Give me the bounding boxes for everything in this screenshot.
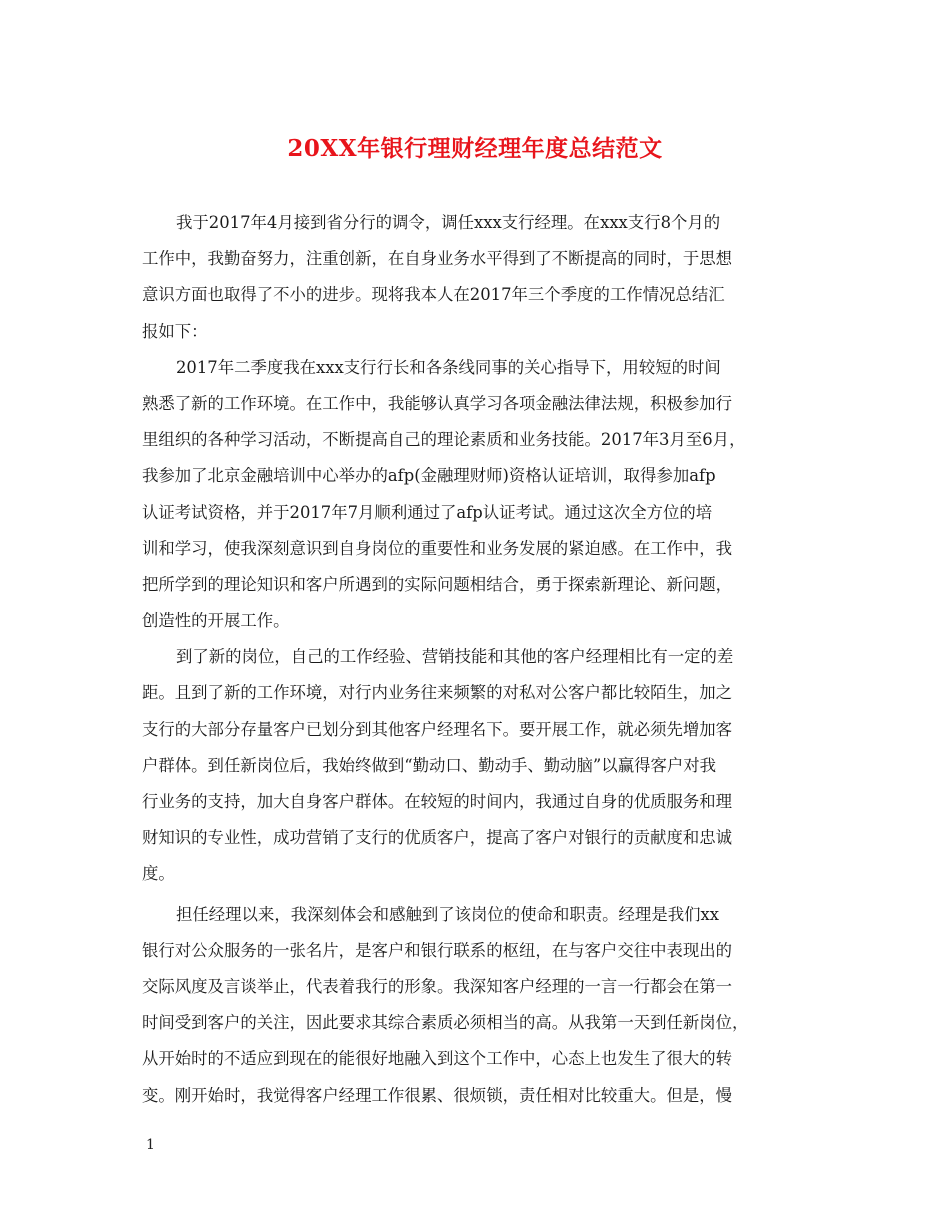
paragraph-4-line-1: 担任经理以来，我深刻体会和感触到了该岗位的使命和职责。经理是我们xx bbox=[176, 904, 719, 924]
paragraph-2-line-3: 里组织的各种学习活动，不断提高自己的理论素质和业务技能。2017年3月至6月， bbox=[142, 430, 746, 450]
page-number: 1 bbox=[146, 1137, 155, 1153]
paragraph-2-line-5: 认证考试资格，并于2017年7月顺利通过了afp认证考试。通过这次全方位的培 bbox=[142, 502, 713, 522]
paragraph-4-line-3: 交际风度及言谈举止，代表着我行的形象。我深知客户经理的一言一行都会在第一 bbox=[142, 976, 733, 996]
paragraph-2-line-7: 把所学到的理论知识和客户所遇到的实际问题相结合，勇于探索新理论、新问题， bbox=[142, 574, 733, 594]
paragraph-1-line-2: 工作中，我勤奋努力，注重创新，在自身业务水平得到了不断提高的同时，于思想 bbox=[142, 249, 733, 269]
paragraph-2-line-8: 创造性的开展工作。 bbox=[142, 611, 290, 631]
paragraph-4-line-5: 从开始时的不适应到现在的能很好地融入到这个工作中，心态上也发生了很大的转 bbox=[142, 1049, 733, 1069]
paragraph-1-line-1: 我于2017年4月接到省分行的调令，调任xxx支行经理。在xxx支行8个月的 bbox=[176, 213, 721, 232]
paragraph-3-line-7: 度。 bbox=[142, 864, 175, 884]
paragraph-4-line-6: 变。刚开始时，我觉得客户经理工作很累、很烦锁，责任相对比较重大。但是，慢 bbox=[142, 1085, 733, 1105]
paragraph-3-line-4: 户群体。到任新岗位后，我始终做到“勤动口、勤动手、勤动脑”以赢得客户对我 bbox=[142, 755, 717, 775]
paragraph-1-line-4: 报如下： bbox=[142, 321, 208, 341]
paragraph-2-line-6: 训和学习，使我深刻意识到自身岗位的重要性和业务发展的紧迫感。在工作中，我 bbox=[142, 538, 733, 558]
document-title: 20XX年银行理财经理年度总结范文 bbox=[287, 135, 663, 162]
paragraph-3-line-6: 财知识的专业性，成功营销了支行的优质客户，提高了客户对银行的贡献度和忠诚 bbox=[142, 828, 733, 848]
paragraph-3-line-3: 支行的大部分存量客户已划分到其他客户经理名下。要开展工作，就必须先增加客 bbox=[142, 719, 733, 739]
paragraph-3-line-1: 到了新的岗位，自己的工作经验、营销技能和其他的客户经理相比有一定的差 bbox=[176, 647, 734, 667]
paragraph-3-line-2: 距。且到了新的工作环境，对行内业务往来频繁的对私对公客户都比较陌生，加之 bbox=[142, 683, 733, 703]
document-body bbox=[142, 205, 822, 1114]
paragraph-2-line-4: 我参加了北京金融培训中心举办的afp(金融理财师)资格认证培训，取得参加afp bbox=[142, 466, 716, 486]
paragraph-3-line-5: 行业务的支持，加大自身客户群体。在较短的时间内，我通过自身的优质服务和理 bbox=[142, 792, 733, 811]
paragraph-1-line-3: 意识方面也取得了不小的进步。现将我本人在2017年三个季度的工作情况总结汇 bbox=[142, 285, 725, 305]
paragraph-2-line-1: 2017年二季度我在xxx支行行长和各条线同事的关心指导下，用较短的时间 bbox=[176, 357, 721, 377]
paragraph-4-line-4: 时间受到客户的关注，因此要求其综合素质必须相当的高。从我第一天到任新岗位， bbox=[142, 1013, 749, 1033]
paragraph-2-line-2: 熟悉了新的工作环境。在工作中，我能够认真学习各项金融法律法规，积极参加行 bbox=[142, 393, 733, 413]
paragraph-4-line-2: 银行对公众服务的一张名片，是客户和银行联系的枢纽，在与客户交往中表现出的 bbox=[142, 940, 733, 960]
